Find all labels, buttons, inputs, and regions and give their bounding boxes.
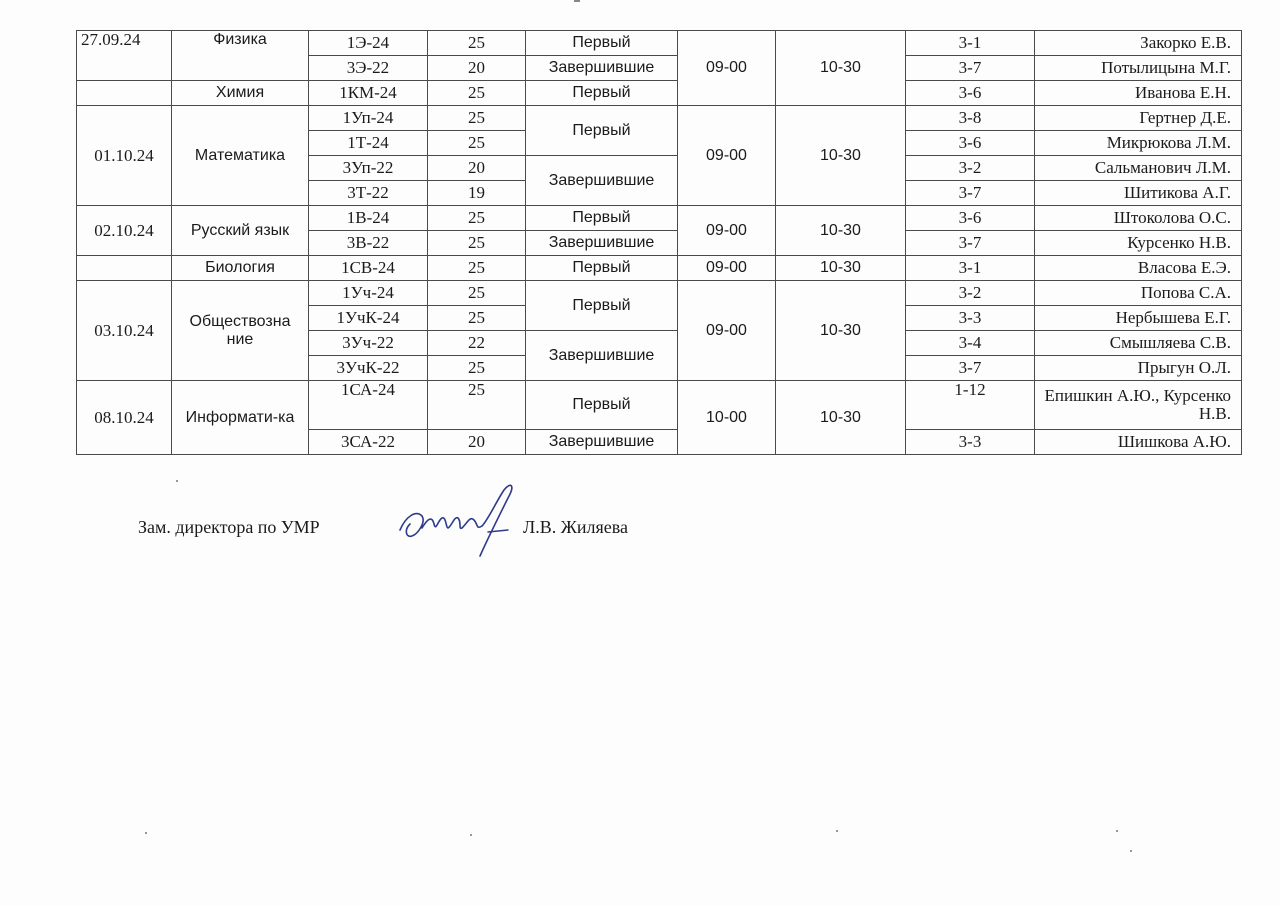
subject-cell: Химия xyxy=(172,81,309,106)
date-cell-empty xyxy=(77,256,172,281)
course-cell: Завершившие xyxy=(526,156,678,206)
date-cell: 03.10.24 xyxy=(77,281,172,381)
teacher-cell: Шишкова А.Ю. xyxy=(1035,430,1242,455)
course-cell: Первый xyxy=(526,206,678,231)
group-cell: 3Э-22 xyxy=(309,56,428,81)
group-cell: 3Т-22 xyxy=(309,181,428,206)
room-cell: 3-2 xyxy=(906,281,1035,306)
group-cell: 3В-22 xyxy=(309,231,428,256)
handwritten-signature xyxy=(392,476,532,566)
room-cell: 3-6 xyxy=(906,206,1035,231)
teacher-cell: Смышляева С.В. xyxy=(1035,331,1242,356)
group-cell: 1СВ-24 xyxy=(309,256,428,281)
scan-speck xyxy=(470,834,472,836)
signatory-name: Л.В. Жиляева xyxy=(523,517,628,537)
subject-cell: Информати-ка xyxy=(172,381,309,455)
start-time-cell: 09-00 xyxy=(678,31,776,106)
group-cell: 1Уп-24 xyxy=(309,106,428,131)
count-cell: 25 xyxy=(428,381,526,430)
end-time-cell: 10-30 xyxy=(776,31,906,106)
room-cell: 3-1 xyxy=(906,31,1035,56)
teacher-cell: Микрюкова Л.М. xyxy=(1035,131,1242,156)
teacher-cell: Власова Е.Э. xyxy=(1035,256,1242,281)
subject-cell: Русский язык xyxy=(172,206,309,256)
room-cell: 1-12 xyxy=(906,381,1035,430)
end-time-cell: 10-30 xyxy=(776,281,906,381)
room-cell: 3-6 xyxy=(906,131,1035,156)
room-cell: 3-6 xyxy=(906,81,1035,106)
exam-schedule-table xyxy=(76,30,1242,455)
end-time-cell: 10-30 xyxy=(776,256,906,281)
room-cell: 3-3 xyxy=(906,430,1035,455)
start-time-cell: 09-00 xyxy=(678,281,776,381)
group-cell: 1УчК-24 xyxy=(309,306,428,331)
course-cell: Первый xyxy=(526,31,678,56)
room-cell: 3-7 xyxy=(906,231,1035,256)
room-cell: 3-2 xyxy=(906,156,1035,181)
group-cell: 3УчК-22 xyxy=(309,356,428,381)
course-cell: Завершившие xyxy=(526,430,678,455)
subject-cell: Математика xyxy=(172,106,309,206)
table-row xyxy=(77,381,1242,430)
count-cell: 25 xyxy=(428,231,526,256)
room-cell: 3-1 xyxy=(906,256,1035,281)
teacher-cell: Шитикова А.Г. xyxy=(1035,181,1242,206)
group-cell: 1КМ-24 xyxy=(309,81,428,106)
date-cell: 01.10.24 xyxy=(77,106,172,206)
course-cell: Первый xyxy=(526,281,678,331)
count-cell: 25 xyxy=(428,356,526,381)
course-cell: Первый xyxy=(526,381,678,430)
table-row xyxy=(77,281,1242,306)
subject-cell: Биология xyxy=(172,256,309,281)
count-cell: 20 xyxy=(428,56,526,81)
start-time-cell: 09-00 xyxy=(678,256,776,281)
group-cell: 1СА-24 xyxy=(309,381,428,430)
teacher-cell: Сальманович Л.М. xyxy=(1035,156,1242,181)
count-cell: 19 xyxy=(428,181,526,206)
teacher-cell: Курсенко Н.В. xyxy=(1035,231,1242,256)
subject-cell: Физика xyxy=(172,31,309,81)
scan-speck xyxy=(1116,830,1118,832)
date-cell: 02.10.24 xyxy=(77,206,172,256)
table-row xyxy=(77,106,1242,131)
scan-speck xyxy=(176,480,178,482)
scan-speck xyxy=(836,830,838,832)
group-cell: 1Уч-24 xyxy=(309,281,428,306)
table-row xyxy=(77,81,1242,106)
count-cell: 20 xyxy=(428,156,526,181)
group-cell: 1Э-24 xyxy=(309,31,428,56)
table-row xyxy=(77,31,1242,56)
end-time-cell: 10-30 xyxy=(776,381,906,455)
course-cell: Первый xyxy=(526,256,678,281)
group-cell: 3Уп-22 xyxy=(309,156,428,181)
room-cell: 3-3 xyxy=(906,306,1035,331)
teacher-cell: Иванова Е.Н. xyxy=(1035,81,1242,106)
course-cell: Завершившие xyxy=(526,231,678,256)
course-cell: Первый xyxy=(526,106,678,156)
end-time-cell: 10-30 xyxy=(776,106,906,206)
teacher-cell: Нербышева Е.Г. xyxy=(1035,306,1242,331)
teacher-cell: Гертнер Д.Е. xyxy=(1035,106,1242,131)
start-time-cell: 09-00 xyxy=(678,206,776,256)
start-time-cell: 10-00 xyxy=(678,381,776,455)
subject-cell: Обществозна ние xyxy=(172,281,309,381)
room-cell: 3-8 xyxy=(906,106,1035,131)
group-cell: 1В-24 xyxy=(309,206,428,231)
start-time-cell: 09-00 xyxy=(678,106,776,206)
count-cell: 25 xyxy=(428,281,526,306)
room-cell: 3-7 xyxy=(906,56,1035,81)
teacher-cell: Попова С.А. xyxy=(1035,281,1242,306)
course-cell: Завершившие xyxy=(526,56,678,81)
group-cell: 3Уч-22 xyxy=(309,331,428,356)
count-cell: 25 xyxy=(428,256,526,281)
signatory-position: Зам. директора по УМР xyxy=(138,517,320,537)
teacher-cell: Потылицына М.Г. xyxy=(1035,56,1242,81)
group-cell: 3СА-22 xyxy=(309,430,428,455)
count-cell: 25 xyxy=(428,131,526,156)
room-cell: 3-4 xyxy=(906,331,1035,356)
end-time-cell: 10-30 xyxy=(776,206,906,256)
count-cell: 25 xyxy=(428,81,526,106)
date-cell: 27.09.24 xyxy=(77,31,172,81)
table-row xyxy=(77,256,1242,281)
course-cell: Первый xyxy=(526,81,678,106)
course-cell: Завершившие xyxy=(526,331,678,381)
room-cell: 3-7 xyxy=(906,356,1035,381)
date-cell: 08.10.24 xyxy=(77,381,172,455)
date-cell-empty xyxy=(77,81,172,106)
count-cell: 20 xyxy=(428,430,526,455)
teacher-cell: Епишкин А.Ю., Курсенко Н.В. xyxy=(1035,381,1242,430)
count-cell: 22 xyxy=(428,331,526,356)
teacher-cell: Закорко Е.В. xyxy=(1035,31,1242,56)
room-cell: 3-7 xyxy=(906,181,1035,206)
table-row xyxy=(77,206,1242,231)
group-cell: 1Т-24 xyxy=(309,131,428,156)
teacher-cell: Прыгун О.Л. xyxy=(1035,356,1242,381)
teacher-cell: Штоколова О.С. xyxy=(1035,206,1242,231)
count-cell: 25 xyxy=(428,31,526,56)
count-cell: 25 xyxy=(428,206,526,231)
scan-speck xyxy=(145,832,147,834)
scan-mark xyxy=(574,0,580,2)
count-cell: 25 xyxy=(428,106,526,131)
count-cell: 25 xyxy=(428,306,526,331)
scan-speck xyxy=(1130,850,1132,852)
